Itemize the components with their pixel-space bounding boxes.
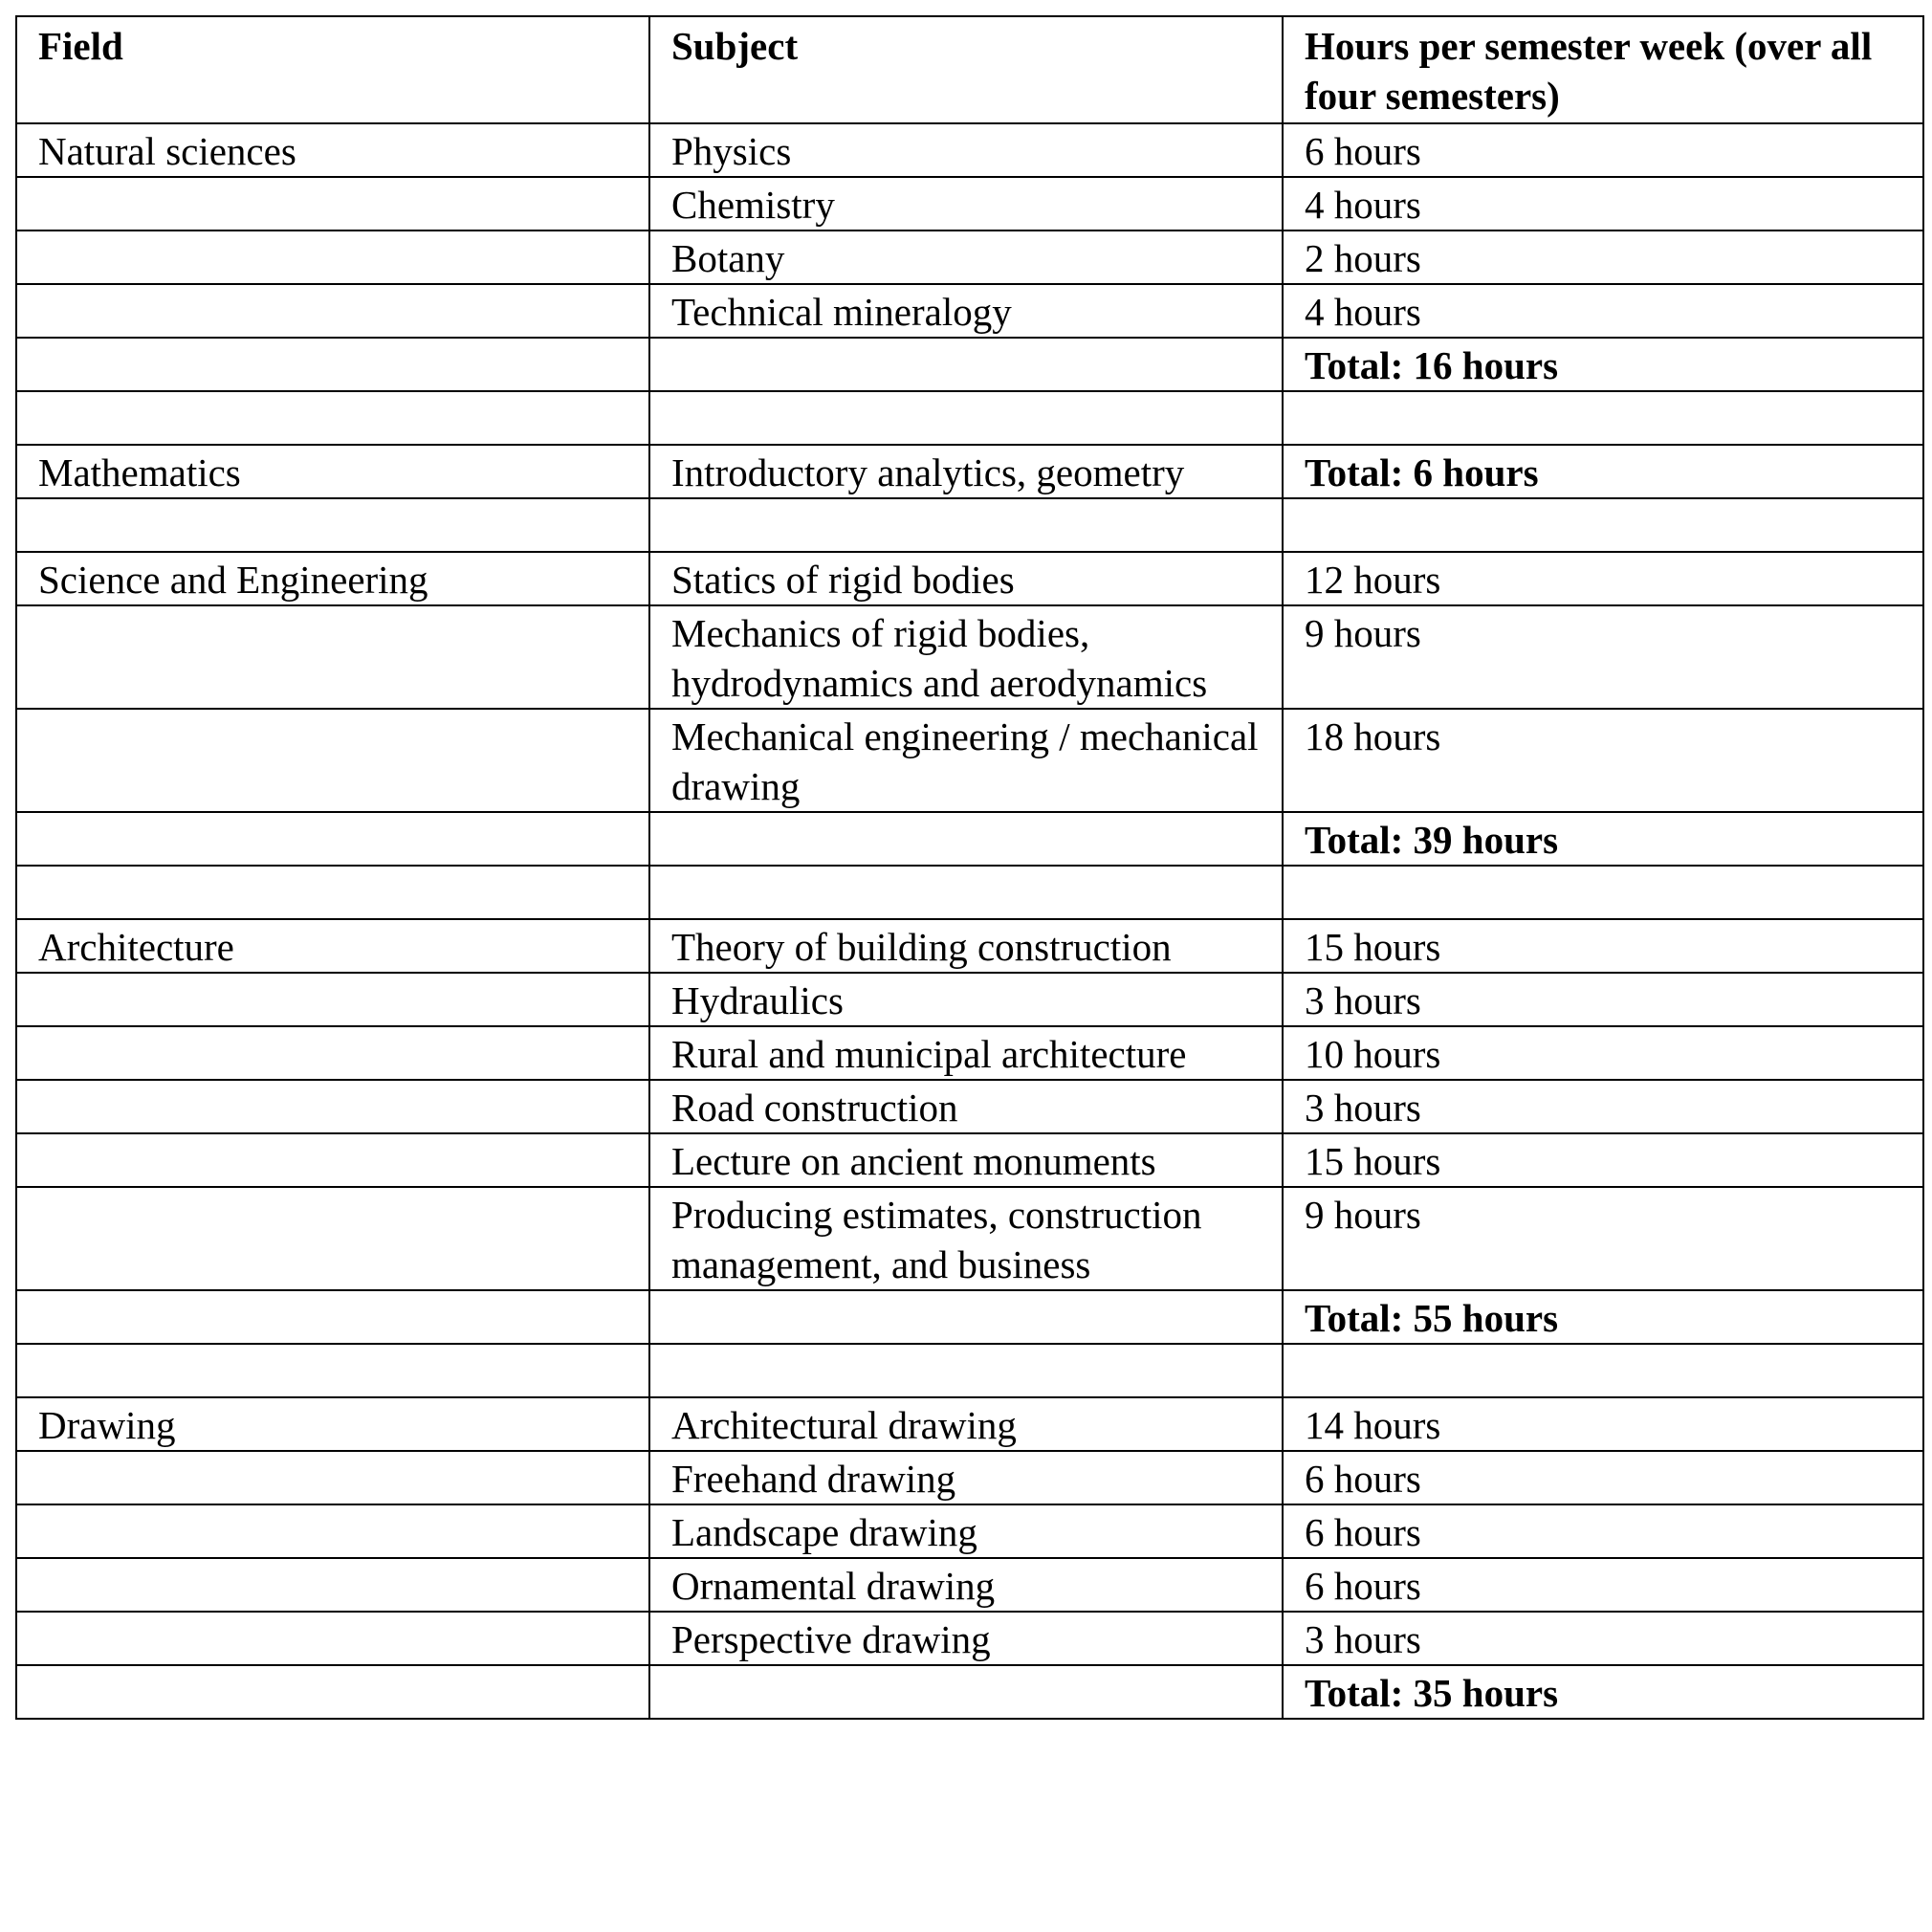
table-row [16, 284, 1923, 338]
subject-cell: Architectural drawing [649, 1397, 1283, 1451]
curriculum-table-container [15, 15, 1922, 1720]
hours-cell: 6 hours [1283, 123, 1923, 177]
hours-cell: 9 hours [1283, 1187, 1923, 1290]
hours-cell: 6 hours [1283, 1504, 1923, 1558]
hours-cell: 4 hours [1283, 177, 1923, 231]
field-cell [16, 1187, 649, 1290]
blank-cell [649, 1344, 1283, 1397]
table-row [16, 1612, 1923, 1665]
blank-cell [16, 391, 649, 445]
field-cell [16, 1665, 649, 1719]
blank-cell [16, 866, 649, 919]
table-row [16, 552, 1923, 605]
field-cell [16, 1504, 649, 1558]
subject-cell: Theory of building construction [649, 919, 1283, 973]
curriculum-table [15, 15, 1924, 1720]
hours-cell: 2 hours [1283, 231, 1923, 284]
table-row [16, 177, 1923, 231]
hours-cell: 4 hours [1283, 284, 1923, 338]
blank-cell [649, 866, 1283, 919]
hours-cell: 6 hours [1283, 1558, 1923, 1612]
blank-cell [1283, 1344, 1923, 1397]
subject-cell: Chemistry [649, 177, 1283, 231]
hours-cell: 9 hours [1283, 605, 1923, 709]
field-cell [16, 1290, 649, 1344]
blank-cell [1283, 866, 1923, 919]
field-cell: Natural sciences [16, 123, 649, 177]
blank-cell [1283, 498, 1923, 552]
total-hours-cell: Total: 6 hours [1283, 445, 1923, 498]
field-cell: Mathematics [16, 445, 649, 498]
field-cell [16, 177, 649, 231]
subject-cell: Botany [649, 231, 1283, 284]
hours-cell: 14 hours [1283, 1397, 1923, 1451]
blank-cell [649, 391, 1283, 445]
subject-cell: Producing estimates, construction management, and business [649, 1187, 1283, 1290]
blank-row [16, 391, 1923, 445]
field-cell [16, 812, 649, 866]
header-subject: Subject [649, 16, 1283, 123]
subject-cell: Mechanics of rigid bodies, hydrodynamics and aerodynamics [649, 605, 1283, 709]
subject-cell [649, 338, 1283, 391]
table-header-row [16, 16, 1923, 123]
subject-cell: Landscape drawing [649, 1504, 1283, 1558]
subject-cell [649, 1665, 1283, 1719]
total-hours-cell: Total: 35 hours [1283, 1665, 1923, 1719]
table-row [16, 1397, 1923, 1451]
hours-cell: 18 hours [1283, 709, 1923, 812]
subject-cell: Statics of rigid bodies [649, 552, 1283, 605]
subject-cell [649, 812, 1283, 866]
field-cell [16, 231, 649, 284]
subject-cell: Perspective drawing [649, 1612, 1283, 1665]
field-cell [16, 338, 649, 391]
blank-cell [649, 498, 1283, 552]
table-body [16, 123, 1923, 1719]
subject-cell: Physics [649, 123, 1283, 177]
field-cell: Architecture [16, 919, 649, 973]
field-cell [16, 1451, 649, 1504]
total-hours-cell: Total: 16 hours [1283, 338, 1923, 391]
subject-cell: Mechanical engineering / mechanical drawing [649, 709, 1283, 812]
subject-cell: Ornamental drawing [649, 1558, 1283, 1612]
subject-cell: Road construction [649, 1080, 1283, 1133]
subject-cell [649, 1290, 1283, 1344]
total-hours-cell: Total: 39 hours [1283, 812, 1923, 866]
subject-cell: Introductory analytics, geometry [649, 445, 1283, 498]
table-row [16, 605, 1923, 709]
table-row [16, 1558, 1923, 1612]
total-row [16, 338, 1923, 391]
blank-cell [16, 498, 649, 552]
hours-cell: 3 hours [1283, 973, 1923, 1026]
total-row [16, 812, 1923, 866]
field-cell [16, 973, 649, 1026]
hours-cell: 6 hours [1283, 1451, 1923, 1504]
field-cell [16, 284, 649, 338]
table-row [16, 1026, 1923, 1080]
blank-row [16, 1344, 1923, 1397]
hours-cell: 10 hours [1283, 1026, 1923, 1080]
total-hours-cell: Total: 55 hours [1283, 1290, 1923, 1344]
field-cell [16, 605, 649, 709]
field-cell [16, 1026, 649, 1080]
total-row [16, 1665, 1923, 1719]
blank-row [16, 498, 1923, 552]
subject-cell: Freehand drawing [649, 1451, 1283, 1504]
hours-cell: 3 hours [1283, 1080, 1923, 1133]
hours-cell: 12 hours [1283, 552, 1923, 605]
table-row [16, 973, 1923, 1026]
table-row [16, 123, 1923, 177]
field-cell [16, 1558, 649, 1612]
table-row [16, 709, 1923, 812]
table-row [16, 919, 1923, 973]
table-row [16, 1451, 1923, 1504]
blank-cell [1283, 391, 1923, 445]
table-row [16, 1080, 1923, 1133]
field-cell: Drawing [16, 1397, 649, 1451]
hours-cell: 15 hours [1283, 1133, 1923, 1187]
subject-cell: Lecture on ancient monuments [649, 1133, 1283, 1187]
field-cell [16, 709, 649, 812]
table-row [16, 1187, 1923, 1290]
header-field: Field [16, 16, 649, 123]
hours-cell: 15 hours [1283, 919, 1923, 973]
total-row [16, 1290, 1923, 1344]
subject-cell: Hydraulics [649, 973, 1283, 1026]
blank-row [16, 866, 1923, 919]
table-row [16, 231, 1923, 284]
table-row [16, 1504, 1923, 1558]
subject-cell: Rural and municipal architecture [649, 1026, 1283, 1080]
table-row [16, 1133, 1923, 1187]
hours-cell: 3 hours [1283, 1612, 1923, 1665]
blank-cell [16, 1344, 649, 1397]
header-hours: Hours per semester week (over all four semesters) [1283, 16, 1923, 123]
field-cell [16, 1080, 649, 1133]
field-cell [16, 1133, 649, 1187]
subject-cell: Technical mineralogy [649, 284, 1283, 338]
field-cell [16, 1612, 649, 1665]
table-row [16, 445, 1923, 498]
field-cell: Science and Engineering [16, 552, 649, 605]
